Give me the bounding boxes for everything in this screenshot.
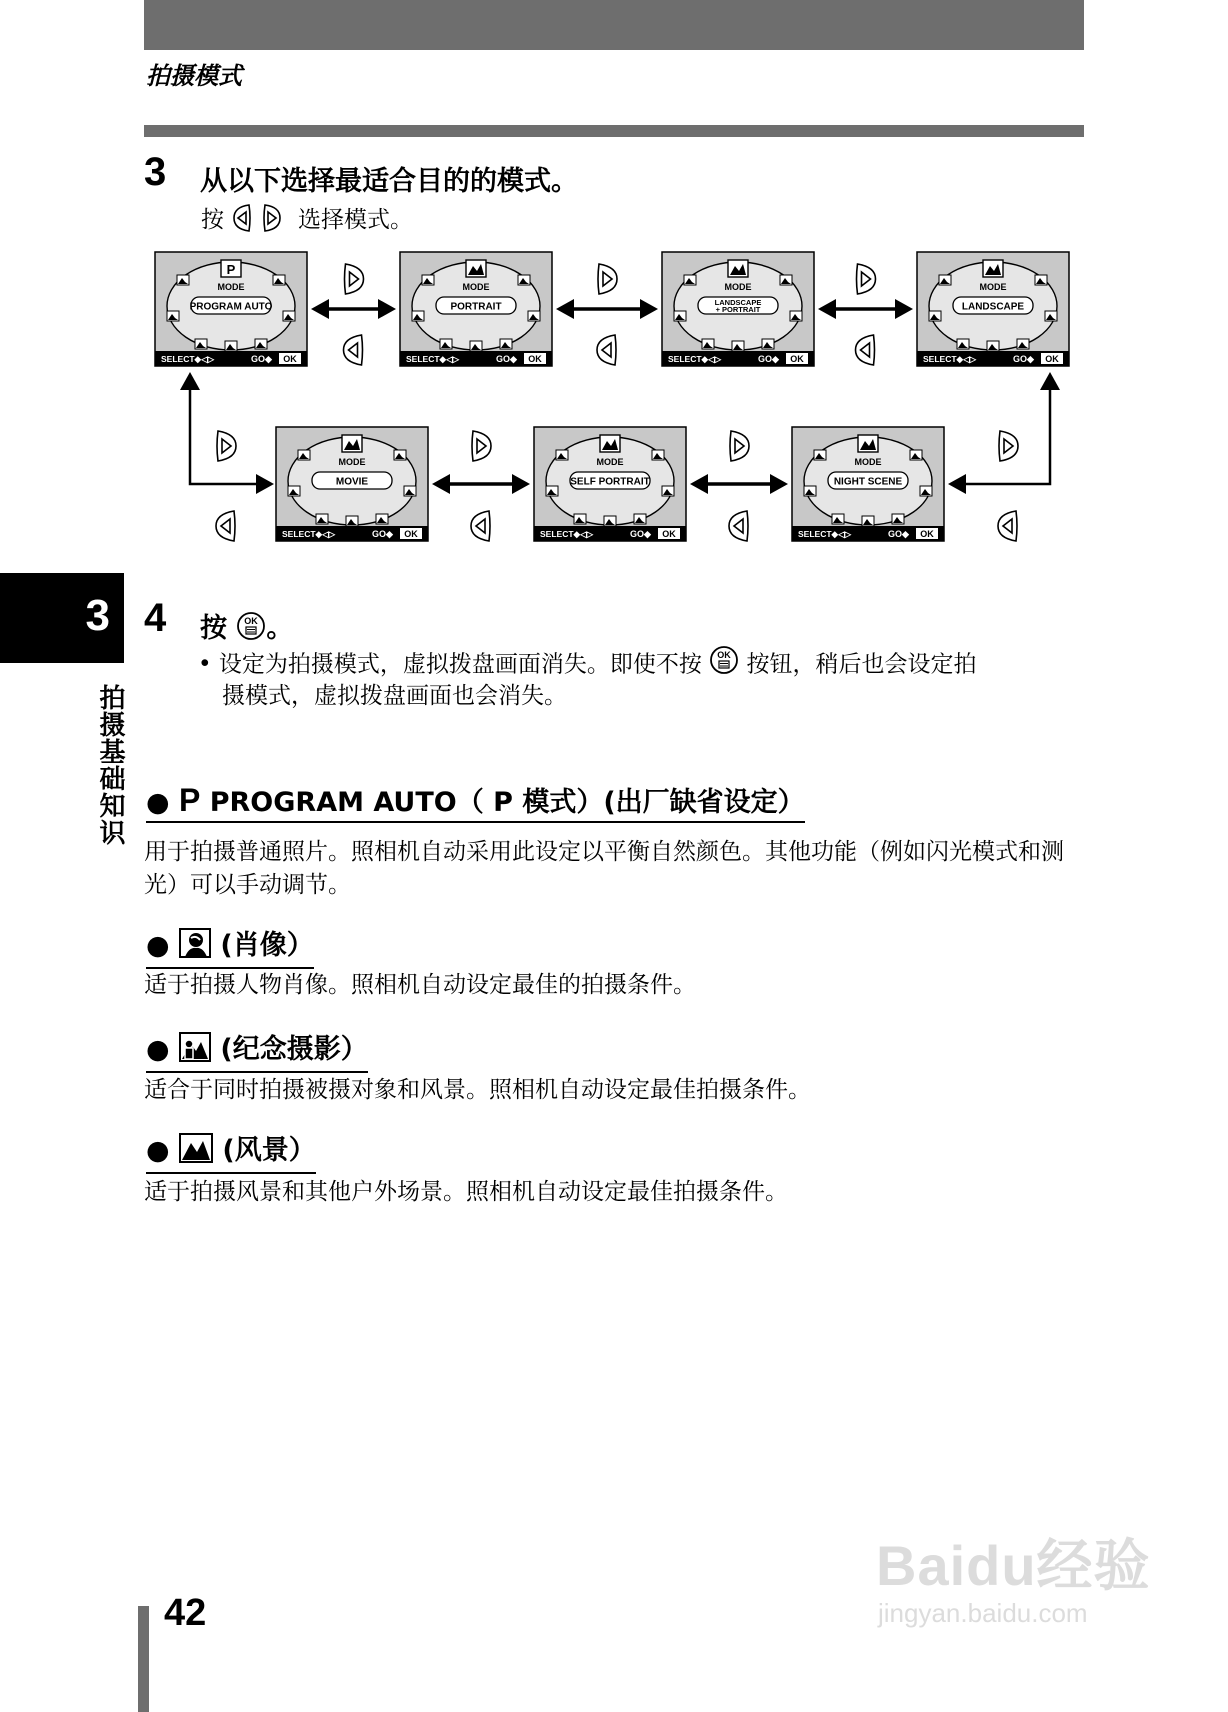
watermark-url: jingyan.baidu.com: [878, 1598, 1088, 1628]
right-button-icon: [999, 431, 1018, 461]
running-header: 拍摄模式: [146, 62, 242, 90]
go-hint: GO◆: [496, 354, 517, 364]
mode-cycle-diagram: [0, 0, 1228, 560]
page-bar: [138, 1606, 149, 1712]
go-hint: GO◆: [630, 529, 651, 539]
ok-label: OK: [404, 529, 418, 539]
double-arrow: [690, 474, 788, 494]
go-hint: GO◆: [888, 529, 909, 539]
go-hint: GO◆: [251, 354, 272, 364]
landscape-portrait-mode-icon: [179, 1032, 211, 1069]
go-hint: GO◆: [1013, 354, 1034, 364]
section-landscape-portrait-title-text: (纪念摄影）: [220, 1034, 368, 1065]
mode-word: MODE: [462, 282, 490, 292]
mode-name-label: LANDSCAPE: [714, 298, 762, 307]
select-hint: SELECT◆◁▷: [406, 354, 460, 364]
left-button-icon: [344, 335, 363, 365]
select-hint: SELECT◆◁▷: [540, 529, 594, 539]
right-button-icon: [345, 264, 364, 294]
mode-screen: [400, 252, 552, 366]
select-hint: SELECT◆◁▷: [798, 529, 852, 539]
chapter-number: 3: [85, 591, 110, 640]
double-arrow: [556, 299, 658, 319]
ok-button-icon: [236, 611, 266, 648]
right-button-icon: [730, 431, 749, 461]
step-4-title: [200, 606, 293, 648]
go-hint: GO◆: [372, 529, 393, 539]
right-button-icon: [857, 264, 876, 294]
mode-name-label: LANDSCAPE: [961, 301, 1025, 313]
ok-label: OK: [528, 354, 542, 364]
selected-mode-icon-label: P: [226, 262, 236, 277]
step-4-title-text: 按: [200, 613, 227, 644]
mode-screen: [534, 427, 686, 541]
left-button-icon: [856, 335, 875, 365]
mode-screen: [917, 252, 1069, 366]
section-portrait-body: 适于拍摄人物肖像。照相机自动设定最佳的拍摄条件。: [144, 972, 696, 998]
mode-screen: [662, 252, 814, 366]
ok-label: OK: [662, 529, 676, 539]
step-3-instruction-pre: 按: [201, 207, 224, 233]
right-button-icon: [217, 431, 236, 461]
section-landscape-body: 适于拍摄风景和其他户外场景。照相机自动设定最佳拍摄条件。: [144, 1179, 788, 1205]
step-4-note-part-b: 按钮，稍后也会设定拍: [746, 651, 977, 678]
mode-screen: [792, 427, 944, 541]
bullet-dot: ●: [146, 1135, 170, 1166]
mode-word: MODE: [724, 282, 752, 292]
step-3-instruction-post: 选择模式。: [297, 207, 413, 233]
mode-name-label: MOVIE: [335, 476, 369, 488]
mode-word: MODE: [338, 457, 366, 467]
watermark-brand: Baidu经验: [876, 1534, 1151, 1597]
portrait-mode-icon: [179, 928, 211, 965]
mode-word: MODE: [596, 457, 624, 467]
step-4-title-end: 。: [266, 613, 294, 644]
right-button-icon: [598, 264, 617, 294]
left-button-icon: [216, 511, 235, 541]
mode-name-label: NIGHT SCENE: [833, 476, 903, 488]
section-portrait-title: [146, 923, 314, 969]
mode-screen: [276, 427, 428, 541]
mode-name-label: SELF PORTRAIT: [570, 476, 650, 488]
mode-screen: [155, 252, 307, 366]
step-4-note-cont: 摄模式，虚拟拨盘画面也会消失。: [222, 683, 567, 709]
mode-word: MODE: [217, 282, 245, 292]
svg-text:OK: OK: [717, 650, 731, 660]
left-button-icon: [998, 511, 1017, 541]
go-hint: GO◆: [758, 354, 779, 364]
left-button-icon: [729, 511, 748, 541]
section-program-auto-title: [146, 780, 805, 823]
ok-button-icon: [709, 645, 739, 685]
step-4-note-part-a: • 设定为拍摄模式，虚拟拨盘画面消失。即使不按: [198, 651, 702, 678]
page-number: 42: [164, 1592, 207, 1634]
select-hint: SELECT◆◁▷: [282, 529, 336, 539]
chapter-title: 拍摄基础知识: [95, 684, 125, 846]
double-arrow: [311, 299, 396, 319]
bullet-dot: ●: [146, 787, 170, 818]
step-3-number: 3: [144, 150, 167, 194]
ok-label: OK: [790, 354, 804, 364]
mode-word: MODE: [854, 457, 882, 467]
mode-name-label: + PORTRAIT: [715, 305, 761, 314]
bullet-dot: ●: [146, 930, 170, 961]
left-button-icon: [471, 511, 490, 541]
section-landscape-title: [146, 1128, 316, 1174]
landscape-mode-icon: [179, 1133, 213, 1170]
section-program-auto-title-text: PROGRAM AUTO（ P 模式）(出厂缺省设定）: [209, 787, 805, 818]
mode-name-label: PROGRAM AUTO: [189, 301, 273, 313]
watermark: [876, 1522, 1151, 1629]
section-landscape-portrait-body: 适合于同时拍摄被摄对象和风景。照相机自动设定最佳拍摄条件。: [144, 1077, 811, 1103]
double-arrow: [818, 299, 913, 319]
section-landscape-portrait-title: [146, 1027, 368, 1073]
step-3-title: 从以下选择最适合目的的模式。: [200, 166, 578, 197]
right-button-icon: [472, 431, 491, 461]
chapter-tab: [0, 573, 124, 663]
double-arrow: [432, 474, 530, 494]
select-hint: SELECT◆◁▷: [161, 354, 215, 364]
step-4-number: 4: [144, 596, 167, 640]
program-p-icon: P: [178, 782, 201, 818]
bullet-dot: ●: [146, 1034, 170, 1065]
left-button-icon: [597, 335, 616, 365]
select-hint: SELECT◆◁▷: [923, 354, 977, 364]
section-landscape-title-text: (风景）: [222, 1135, 316, 1166]
mode-word: MODE: [979, 282, 1007, 292]
mode-name-label: PORTRAIT: [450, 301, 502, 313]
ok-label: OK: [283, 354, 297, 364]
ok-label: OK: [1045, 354, 1059, 364]
section-program-auto-body: 用于拍摄普通照片。照相机自动采用此设定以平衡自然颜色。其他功能（例如闪光模式和测光）可以手动调节。: [144, 839, 1064, 898]
ok-label: OK: [920, 529, 934, 539]
select-hint: SELECT◆◁▷: [668, 354, 722, 364]
svg-text:OK: OK: [244, 616, 259, 626]
section-portrait-title-text: (肖像）: [220, 930, 314, 961]
